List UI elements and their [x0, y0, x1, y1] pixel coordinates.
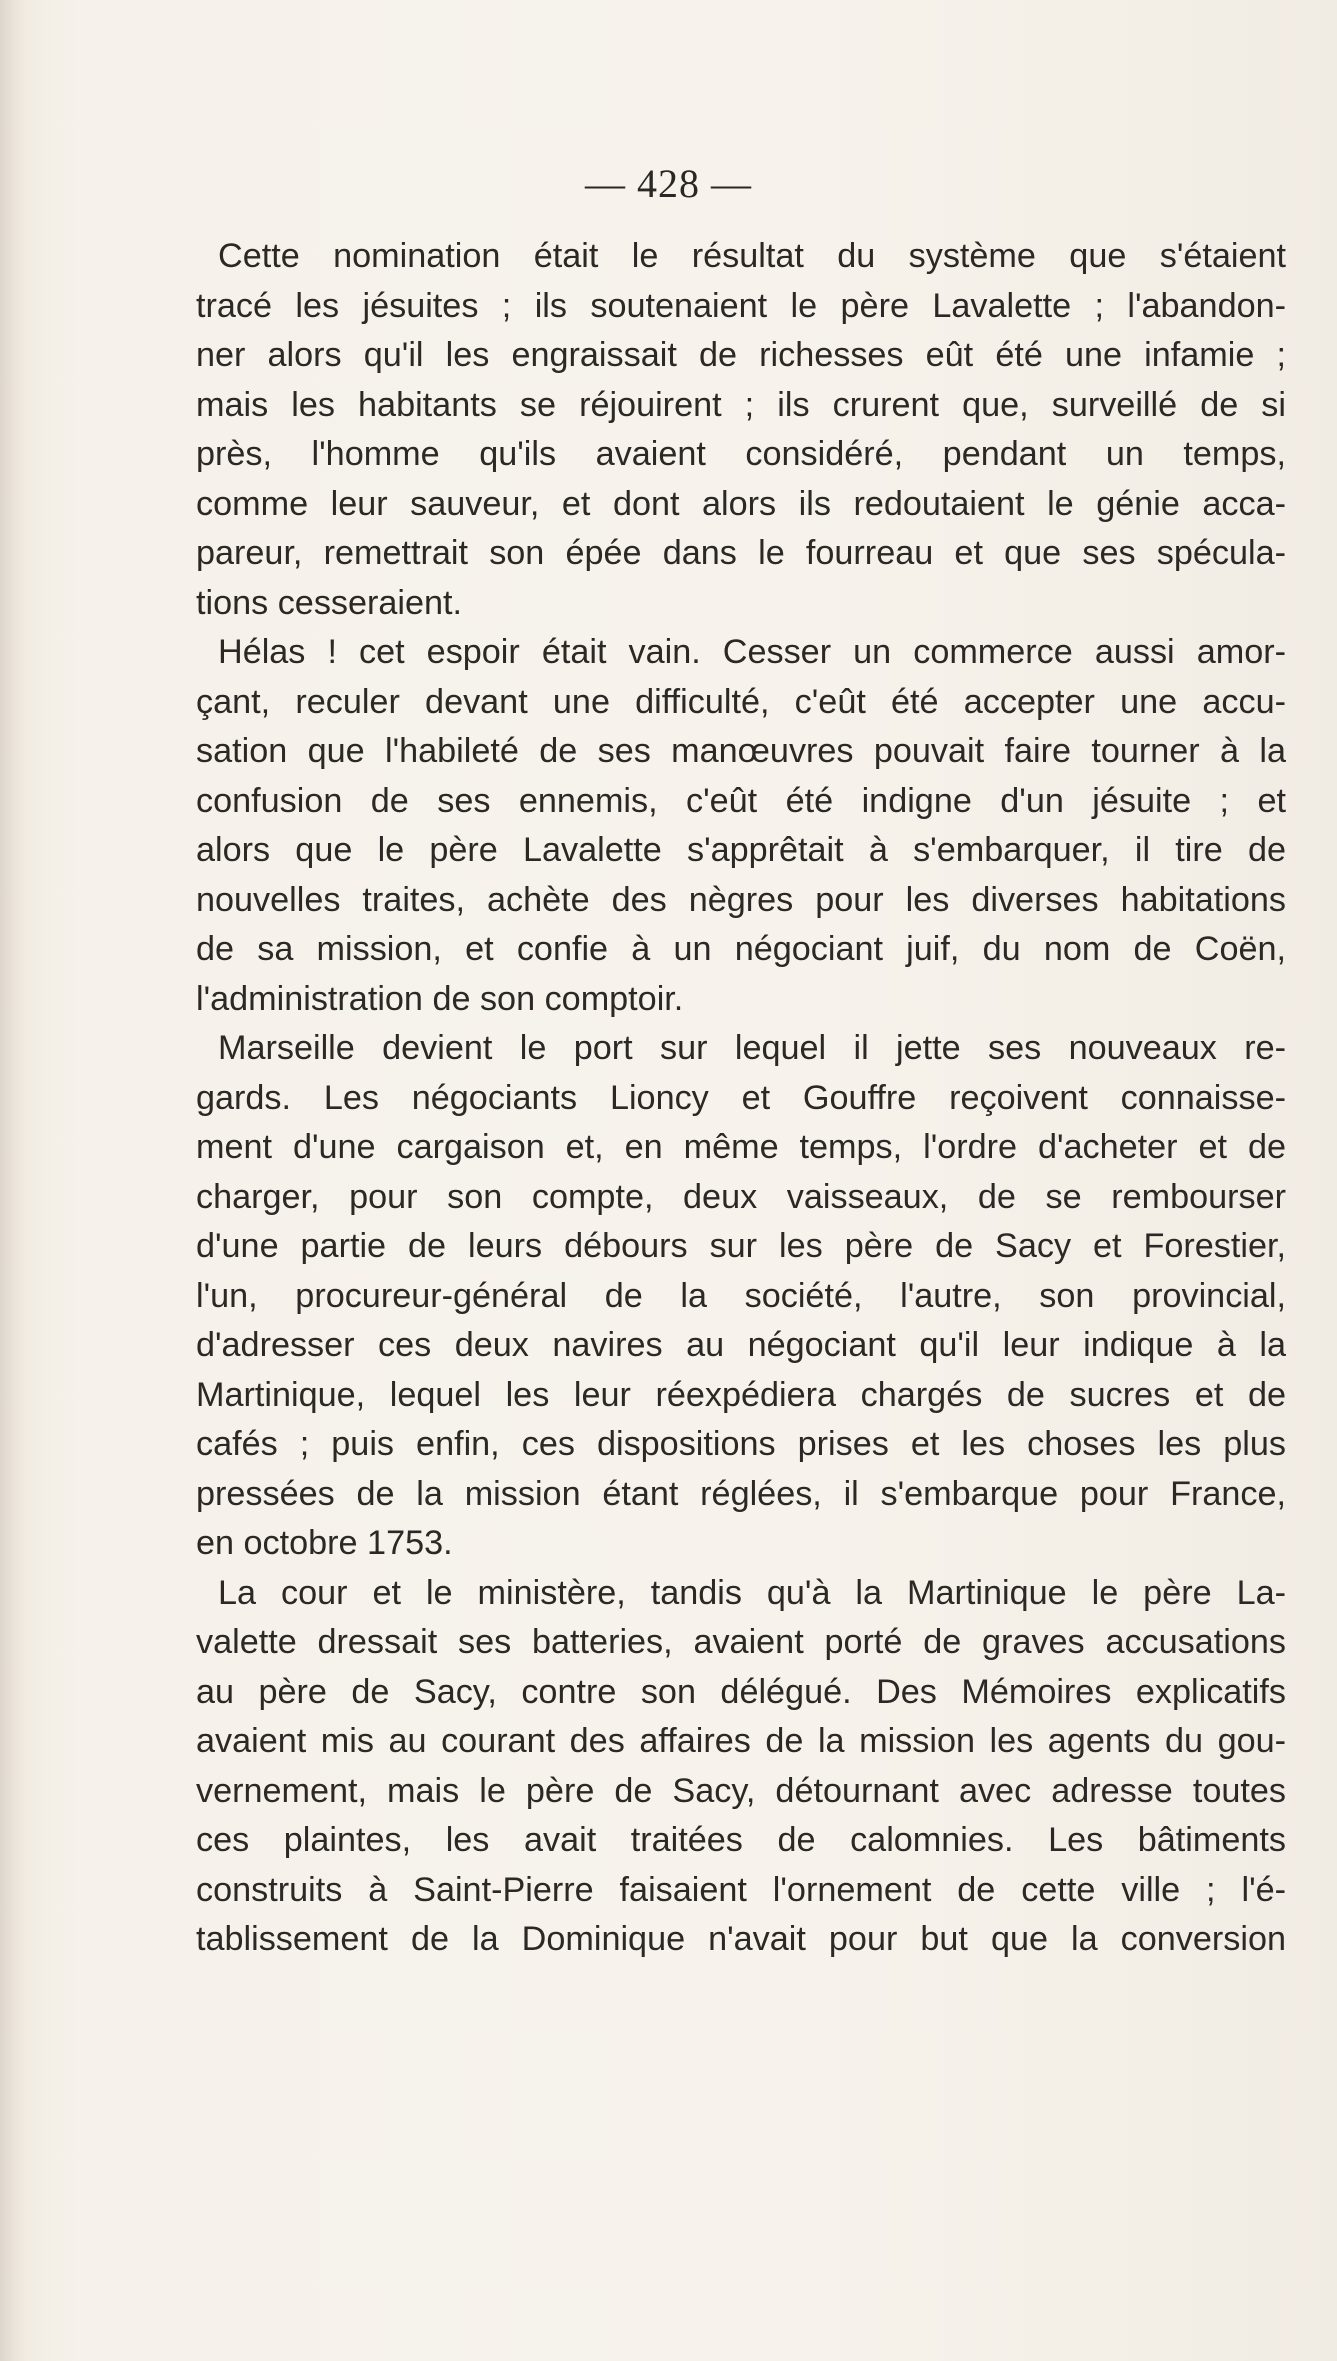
- text-line: l'un, procureur-général de la société, l'autre, son provincial,: [196, 1276, 1286, 1315]
- text-line: sation que l'habileté de ses manœuvres pouvait faire tourner à la: [196, 732, 1286, 770]
- paragraph: [196, 628, 1286, 1024]
- text-line: ces plaintes, les avait traitées de calomnies. Les bâtiments: [196, 1821, 1286, 1859]
- text-line: construits à Saint-Pierre faisaient l'ornement de cette ville ; l'é-: [196, 1870, 1286, 1909]
- text-line: confusion de ses ennemis, c'eût été indigne d'un jésuite ; et: [196, 781, 1286, 820]
- text-line: Martinique, lequel les leur réexpédiera chargés de sucres et de: [196, 1375, 1286, 1414]
- text-line: La cour et le ministère, tandis qu'à la Martinique le père La-: [218, 1573, 1286, 1612]
- text-line: d'une partie de leurs débours sur les père de Sacy et Forestier,: [196, 1227, 1286, 1265]
- text-line: tracé les jésuites ; ils soutenaient le père Lavalette ; l'abandon-: [196, 286, 1286, 325]
- text-line: tions cesseraient.: [196, 583, 463, 622]
- text-line: çant, reculer devant une difficulté, c'eût été accepter une accu-: [196, 682, 1286, 721]
- text-line: vernement, mais le père de Sacy, détournant avec adresse toutes: [196, 1771, 1286, 1810]
- text-line: d'adresser ces deux navires au négociant qu'il leur indique à la: [196, 1326, 1286, 1364]
- text-line: valette dressait ses batteries, avaient porté de graves accusations: [196, 1623, 1286, 1661]
- text-line: Cette nomination était le résultat du système que s'étaient: [218, 237, 1286, 275]
- text-line: ner alors qu'il les engraissait de richesses eût été une infamie ;: [196, 336, 1286, 374]
- text-line: l'administration de son comptoir.: [196, 979, 684, 1018]
- page-number: — 428 —: [585, 161, 752, 206]
- text-line: mais les habitants se réjouirent ; ils crurent que, surveillé de si: [196, 385, 1286, 424]
- page-gutter-shadow: [0, 0, 26, 2361]
- text-line: cafés ; puis enfin, ces dispositions prises et les choses les plus: [196, 1425, 1286, 1463]
- paragraph: [196, 1569, 1286, 1965]
- text-line: Hélas ! cet espoir était vain. Cesser un commerce aussi amor-: [218, 633, 1286, 671]
- text-line: pressées de la mission étant réglées, il s'embarque pour France,: [196, 1474, 1286, 1513]
- text-line: Marseille devient le port sur lequel il jette ses nouveaux re-: [218, 1029, 1286, 1067]
- text-line: comme leur sauveur, et dont alors ils redoutaient le génie acca-: [196, 484, 1286, 523]
- text-line: en octobre 1753.: [196, 1524, 453, 1562]
- text-line: près, l'homme qu'ils avaient considéré, pendant un temps,: [196, 435, 1286, 473]
- text-line: gards. Les négociants Lioncy et Gouffre reçoivent connaisse-: [196, 1078, 1286, 1117]
- text-line: charger, pour son compte, deux vaisseaux, de se rembourser: [196, 1177, 1286, 1216]
- paragraph: [196, 232, 1286, 628]
- text-line: au père de Sacy, contre son délégué. Des Mémoires explicatifs: [196, 1672, 1286, 1711]
- text-line: alors que le père Lavalette s'apprêtait à s'embarquer, il tire de: [196, 831, 1286, 869]
- text-line: de sa mission, et confie à un négociant juif, du nom de Coën,: [196, 930, 1286, 968]
- text-line: pareur, remettrait son épée dans le fourreau et que ses spécula-: [196, 534, 1286, 572]
- text-line: avaient mis au courant des affaires de la mission les agents du gou-: [196, 1722, 1286, 1760]
- paragraph: [196, 1024, 1286, 1569]
- text-line: ment d'une cargaison et, en même temps, l'ordre d'acheter et de: [196, 1128, 1286, 1166]
- text-line: tablissement de la Dominique n'avait pour but que la conversion: [196, 1920, 1286, 1958]
- body-text: [196, 232, 1286, 1965]
- text-line: nouvelles traites, achète des nègres pour les diverses habitations: [196, 880, 1286, 919]
